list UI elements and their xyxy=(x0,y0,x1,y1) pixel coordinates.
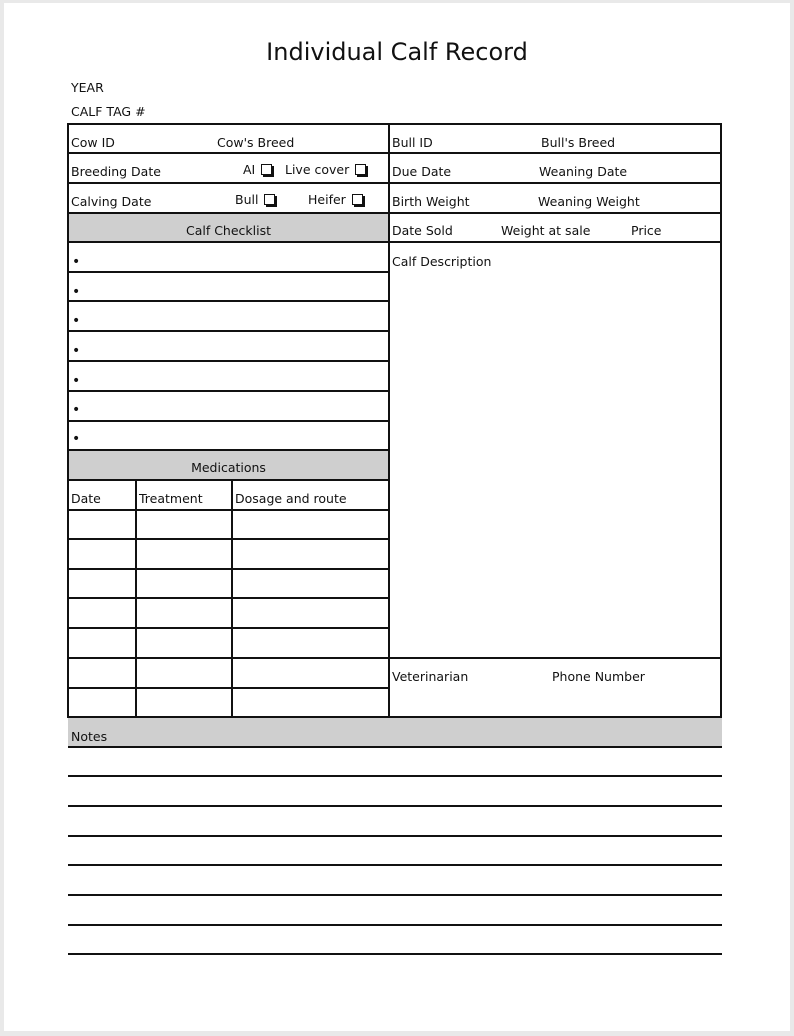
notes-line xyxy=(68,835,722,837)
notes-line xyxy=(68,894,722,896)
cows-breed-label: Cow's Breed xyxy=(217,135,295,150)
ai-option[interactable] xyxy=(243,164,272,177)
medications-line xyxy=(68,597,389,599)
date-sold-label: Date Sold xyxy=(392,223,453,238)
med-col-dosage: Dosage and route xyxy=(235,491,347,506)
weight-at-sale-label: Weight at sale xyxy=(501,223,591,238)
info-row-line xyxy=(68,152,722,154)
medications-col-divider xyxy=(231,480,233,717)
year-label: YEAR xyxy=(71,80,104,95)
checklist-line xyxy=(68,420,389,422)
notes-line xyxy=(68,746,722,748)
page-title: Individual Calf Record xyxy=(266,38,528,66)
heifer-checkbox[interactable] xyxy=(352,194,363,205)
checklist-line xyxy=(68,360,389,362)
weaning-date-label: Weaning Date xyxy=(539,164,628,179)
frame-top xyxy=(68,123,722,125)
medications-line xyxy=(68,509,389,511)
checklist-line xyxy=(68,449,389,451)
live-cover-checkbox[interactable] xyxy=(355,164,366,175)
birth-weight-label: Birth Weight xyxy=(392,194,470,209)
checklist-line xyxy=(68,390,389,392)
checklist-line xyxy=(68,330,389,332)
notes-line xyxy=(68,864,722,866)
heifer-label: Heifer xyxy=(308,192,346,207)
checklist-bullet: • xyxy=(72,343,81,359)
medications-line xyxy=(68,568,389,570)
bull-option[interactable] xyxy=(235,194,275,207)
checklist-bullet: • xyxy=(72,254,81,270)
checklist-bullet: • xyxy=(72,373,81,389)
info-row-line xyxy=(68,241,722,243)
med-col-date: Date xyxy=(71,491,101,506)
veterinarian-label: Veterinarian xyxy=(392,669,469,684)
checklist-bullet: • xyxy=(72,313,81,329)
bull-label: Bull xyxy=(235,192,259,207)
frame-bottom xyxy=(68,716,722,718)
price-label: Price xyxy=(631,223,662,238)
notes-label: Notes xyxy=(71,729,108,744)
phone-number-label: Phone Number xyxy=(552,669,645,684)
notes-header-bg xyxy=(68,718,722,747)
medications-line xyxy=(68,627,389,629)
checklist-line xyxy=(68,300,389,302)
medications-line xyxy=(68,687,389,689)
calf-checklist-heading: Calf Checklist xyxy=(185,223,272,238)
notes-line xyxy=(68,953,722,955)
checklist-bullet: • xyxy=(72,284,81,300)
bulls-breed-label: Bull's Breed xyxy=(541,135,616,150)
checklist-bullet: • xyxy=(72,431,81,447)
notes-line xyxy=(68,924,722,926)
page xyxy=(4,3,790,1031)
checklist-line xyxy=(68,271,389,273)
ai-label: AI xyxy=(243,162,256,177)
notes-line xyxy=(68,775,722,777)
medications-line xyxy=(68,479,389,481)
live-cover-label: Live cover xyxy=(285,162,350,177)
cow-id-label: Cow ID xyxy=(71,135,115,150)
breeding-date-label: Breeding Date xyxy=(71,164,161,179)
calf-description-label: Calf Description xyxy=(392,254,492,269)
info-row-line xyxy=(68,182,722,184)
weaning-weight-label: Weaning Weight xyxy=(538,194,640,209)
due-date-label: Due Date xyxy=(392,164,452,179)
calf-tag-label: CALF TAG # xyxy=(71,104,146,119)
ai-checkbox[interactable] xyxy=(261,164,272,175)
medications-heading: Medications xyxy=(191,460,266,475)
bull-checkbox[interactable] xyxy=(264,194,275,205)
calving-date-label: Calving Date xyxy=(71,194,152,209)
checklist-bullet: • xyxy=(72,402,81,418)
med-col-treatment: Treatment xyxy=(139,491,203,506)
medications-line xyxy=(68,657,722,659)
medications-line xyxy=(68,538,389,540)
bull-id-label: Bull ID xyxy=(392,135,433,150)
live-cover-option[interactable] xyxy=(285,164,366,177)
notes-line xyxy=(68,805,722,807)
heifer-option[interactable] xyxy=(308,194,363,207)
info-row-line xyxy=(68,212,722,214)
medications-col-divider xyxy=(135,480,137,717)
